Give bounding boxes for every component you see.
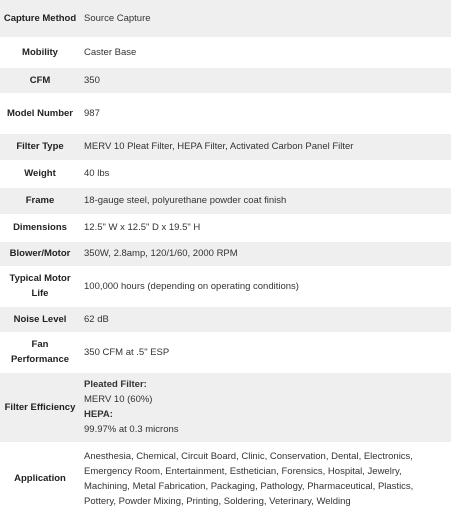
spec-label: Filter Type — [0, 133, 80, 160]
spec-label: CFM — [0, 67, 80, 93]
spec-row-frame — [0, 187, 451, 214]
spec-value: 12.5" W x 12.5" D x 19.5" H — [80, 214, 451, 241]
pleated-filter-heading: Pleated Filter: — [84, 379, 147, 390]
spec-row-application — [0, 442, 451, 515]
spec-label: Dimensions — [0, 214, 80, 241]
spec-row-capture-method — [0, 0, 451, 37]
spec-row-filter-type — [0, 133, 451, 160]
spec-row-dimensions — [0, 214, 451, 241]
spec-label: Application — [0, 442, 80, 515]
spec-value: 350W, 2.8amp, 120/1/60, 2000 RPM — [80, 241, 451, 266]
spec-value: MERV 10 Pleat Filter, HEPA Filter, Activated Carbon Panel Filter — [80, 133, 451, 160]
spec-value: 62 dB — [80, 306, 451, 332]
spec-row-fan-performance — [0, 332, 451, 372]
spec-label: Capture Method — [0, 0, 80, 37]
spec-row-filter-efficiency — [0, 372, 451, 442]
spec-label: Fan Performance — [0, 332, 80, 372]
spec-value: 987 — [80, 93, 451, 133]
spec-row-mobility — [0, 37, 451, 67]
pleated-filter-value: MERV 10 (60%) — [84, 394, 153, 405]
spec-row-weight — [0, 160, 451, 187]
hepa-heading: HEPA: — [84, 409, 113, 420]
spec-row-blower-motor — [0, 241, 451, 266]
spec-label: Mobility — [0, 37, 80, 67]
spec-value: 40 lbs — [80, 160, 451, 187]
spec-row-cfm — [0, 67, 451, 93]
spec-label: Typical Motor Life — [0, 266, 80, 306]
spec-value: Caster Base — [80, 37, 451, 67]
spec-label: Frame — [0, 187, 80, 214]
spec-value: 350 — [80, 67, 451, 93]
spec-label: Weight — [0, 160, 80, 187]
spec-row-noise-level — [0, 306, 451, 332]
spec-row-typical-motor-life — [0, 266, 451, 306]
spec-label: Model Number — [0, 93, 80, 133]
spec-row-model-number — [0, 93, 451, 133]
spec-value: 350 CFM at .5" ESP — [80, 332, 451, 372]
spec-label: Noise Level — [0, 306, 80, 332]
hepa-value: 99.97% at 0.3 microns — [84, 424, 179, 435]
spec-value — [80, 372, 451, 442]
spec-value: 100,000 hours (depending on operating conditions) — [80, 266, 451, 306]
spec-label: Blower/Motor — [0, 241, 80, 266]
spec-label: Filter Efficiency — [0, 372, 80, 442]
spec-value: 18-gauge steel, polyurethane powder coat finish — [80, 187, 451, 214]
spec-value: Source Capture — [80, 0, 451, 37]
spec-value: Anesthesia, Chemical, Circuit Board, Clinic, Conservation, Dental, Electronics, Emergency Room, Entertainment, Esthetician, Forensics, Hospital, Jewelry, Machining, Metal Fabrication, Packaging, Pathology, Pharmaceutical, Plastics, Pottery, Powder Mixing, Printing, Soldering, Veterinary, Welding — [80, 442, 451, 515]
